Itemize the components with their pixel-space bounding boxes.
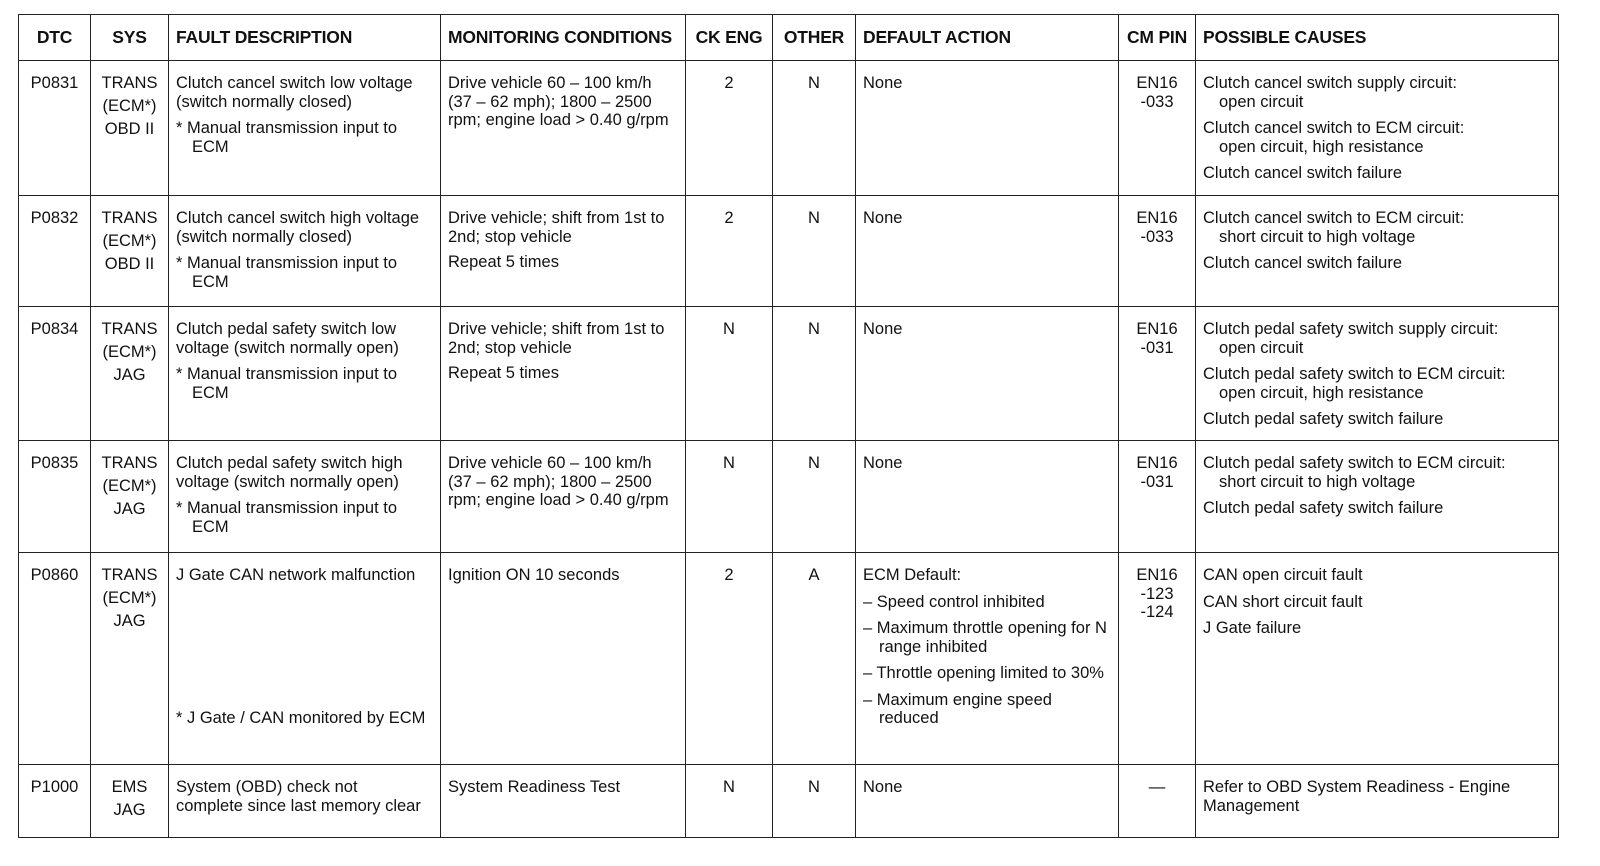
dtc-code: P0860: [19, 553, 91, 765]
ck-eng: N: [686, 307, 773, 441]
dtc-code: P1000: [19, 765, 91, 838]
default-action: [856, 553, 1119, 765]
monitoring-line: Drive vehicle 60 – 100 km/h (37 – 62 mph); 1800 – 2500 rpm; engine load > 0.40 g/rpm: [448, 74, 669, 129]
ck-eng: 2: [686, 553, 773, 765]
ck-eng: 2: [686, 61, 773, 196]
monitoring-line: Repeat 5 times: [448, 253, 559, 271]
cm-pin-line: -123: [1140, 584, 1174, 603]
sys-line: OBD II: [104, 120, 155, 138]
table-row: [19, 61, 1559, 196]
cm-pin: [1119, 196, 1196, 307]
fault-line: System (OBD) check not: [176, 778, 358, 796]
default-action: None: [856, 196, 1119, 307]
other: A: [773, 553, 856, 765]
dtc-code: P0832: [19, 196, 91, 307]
monitoring-conditions: [441, 61, 686, 196]
cause-detail: open circuit: [1219, 338, 1304, 357]
possible-causes: [1196, 441, 1559, 553]
monitoring-line: Drive vehicle; shift from 1st to 2nd; stop vehicle: [448, 320, 665, 357]
dtc-code: P0834: [19, 307, 91, 441]
cm-pin: [1119, 553, 1196, 765]
header-possible-causes: POSSIBLE CAUSES: [1196, 15, 1559, 61]
sys-cell: [91, 441, 169, 553]
possible-causes: [1196, 61, 1559, 196]
default-action: None: [856, 61, 1119, 196]
table-row: [19, 196, 1559, 307]
monitoring-line: Ignition ON 10 seconds: [448, 566, 620, 584]
cause-detail: open circuit: [1219, 92, 1304, 111]
cm-pin-line: -031: [1140, 338, 1174, 357]
sys-line: (ECM*): [102, 477, 157, 495]
cm-pin: [1119, 441, 1196, 553]
sys-line: (ECM*): [102, 97, 157, 115]
cause-line: Clutch cancel switch failure: [1203, 254, 1402, 272]
table-row: [19, 765, 1559, 838]
sys-line: TRANS: [101, 454, 158, 472]
fault-description: [169, 61, 441, 196]
sys-line: (ECM*): [102, 589, 157, 607]
fault-line: Clutch cancel switch high voltage: [176, 209, 420, 227]
cause-line: Clutch pedal safety switch to ECM circuit:: [1203, 454, 1506, 472]
ck-eng: N: [686, 765, 773, 838]
sys-line: (ECM*): [102, 232, 157, 250]
header-default-action: DEFAULT ACTION: [856, 15, 1119, 61]
possible-causes: [1196, 196, 1559, 307]
fault-line: voltage (switch normally open): [176, 338, 399, 357]
header-ck-eng: CK ENG: [686, 15, 773, 61]
cause-line: Clutch pedal safety switch failure: [1203, 499, 1444, 517]
cm-pin-line: EN16: [1136, 454, 1178, 472]
cause-line: Clutch pedal safety switch to ECM circuit:: [1203, 365, 1506, 383]
table-row: [19, 553, 1559, 765]
header-sys: SYS: [91, 15, 169, 61]
cause-line: CAN short circuit fault: [1203, 592, 1363, 611]
other: N: [773, 61, 856, 196]
fault-line: (switch normally closed): [176, 92, 353, 111]
causes-ref-text: Refer to: [1203, 778, 1267, 796]
fault-line: J Gate CAN network malfunction: [176, 566, 416, 584]
cause-line: Clutch pedal safety switch supply circuit:: [1203, 320, 1499, 338]
cause-detail: short circuit to high voltage: [1219, 227, 1416, 246]
sys-line: JAG: [113, 500, 146, 518]
dtc-code: P0835: [19, 441, 91, 553]
cm-pin-line: -124: [1140, 603, 1174, 621]
cm-pin-line: EN16: [1136, 74, 1178, 92]
other: N: [773, 441, 856, 553]
sys-cell: [91, 61, 169, 196]
default-item: – Maximum throttle opening for N range inhibited: [863, 619, 1107, 656]
cause-line: J Gate failure: [1203, 619, 1302, 637]
sys-cell: [91, 307, 169, 441]
default-action: None: [856, 765, 1119, 838]
cause-line: CAN open circuit fault: [1203, 566, 1363, 584]
monitoring-line: Repeat 5 times: [448, 364, 559, 382]
monitoring-line: System Readiness Test: [448, 778, 621, 796]
default-item: – Maximum engine speed reduced: [863, 690, 1052, 727]
possible-causes: [1196, 765, 1559, 838]
cm-pin: [1119, 61, 1196, 196]
possible-causes: [1196, 553, 1559, 765]
sys-line: JAG: [113, 612, 146, 630]
cm-pin-line: EN16: [1136, 566, 1178, 584]
cause-line: Clutch cancel switch failure: [1203, 164, 1402, 182]
cause-detail: open circuit, high resistance: [1219, 383, 1424, 402]
monitoring-conditions: [441, 196, 686, 307]
header-other: OTHER: [773, 15, 856, 61]
header-cm-pin: CM PIN: [1119, 15, 1196, 61]
fault-description: [169, 441, 441, 553]
cm-pin-line: EN16: [1136, 320, 1178, 338]
dtc-table: [18, 14, 1559, 838]
sys-line: TRANS: [101, 320, 158, 338]
fault-description: [169, 307, 441, 441]
monitoring-conditions: [441, 553, 686, 765]
fault-line: Clutch pedal safety switch low: [176, 320, 397, 338]
fault-note: * Manual transmission input to ECM: [176, 119, 398, 156]
cause-detail: short circuit to high voltage: [1219, 472, 1416, 491]
monitoring-line: Drive vehicle; shift from 1st to 2nd; stop vehicle: [448, 209, 665, 246]
header-dtc: DTC: [19, 15, 91, 61]
monitoring-conditions: [441, 765, 686, 838]
default-action: None: [856, 307, 1119, 441]
default-item: – Throttle opening limited to 30%: [863, 664, 1104, 682]
sys-line: TRANS: [101, 209, 158, 227]
fault-note: * Manual transmission input to ECM: [176, 254, 398, 291]
sys-cell: [91, 553, 169, 765]
cm-pin-line: -033: [1140, 227, 1174, 246]
cm-pin-line: -033: [1140, 92, 1174, 111]
fault-note: * J Gate / CAN monitored by ECM: [176, 708, 426, 727]
ck-eng: 2: [686, 196, 773, 307]
default-action: None: [856, 441, 1119, 553]
fault-description: [169, 765, 441, 838]
header-fault-description: FAULT DESCRIPTION: [169, 15, 441, 61]
sys-line: JAG: [113, 801, 146, 819]
sys-cell: [91, 765, 169, 838]
cause-line: Clutch cancel switch to ECM circuit:: [1203, 119, 1465, 137]
fault-note: * Manual transmission input to ECM: [176, 365, 398, 402]
header-monitoring-conditions: MONITORING CONDITIONS: [441, 15, 686, 61]
cm-pin: [1119, 307, 1196, 441]
table-row: [19, 441, 1559, 553]
default-item: – Speed control inhibited: [863, 592, 1045, 611]
cause-line: Clutch cancel switch to ECM circuit:: [1203, 209, 1465, 227]
cause-line: Clutch cancel switch supply circuit:: [1203, 74, 1458, 92]
ck-eng: N: [686, 441, 773, 553]
monitoring-conditions: [441, 307, 686, 441]
sys-cell: [91, 196, 169, 307]
other: N: [773, 196, 856, 307]
cm-pin: [1119, 765, 1196, 838]
cause-line: Clutch pedal safety switch failure: [1203, 410, 1444, 428]
sys-line: JAG: [113, 366, 146, 384]
obd-readiness-link[interactable]: OBD System Readiness - Engine Management: [1203, 778, 1511, 815]
header-row: [19, 15, 1559, 61]
fault-note: * Manual transmission input to ECM: [176, 499, 398, 536]
cm-pin-line: -031: [1140, 472, 1174, 491]
sys-line: EMS: [111, 778, 148, 796]
monitoring-line: Drive vehicle 60 – 100 km/h (37 – 62 mph); 1800 – 2500 rpm; engine load > 0.40 g/rpm: [448, 454, 669, 509]
sys-line: TRANS: [101, 566, 158, 584]
monitoring-conditions: [441, 441, 686, 553]
cause-detail: open circuit, high resistance: [1219, 137, 1424, 156]
sys-line: TRANS: [101, 74, 158, 92]
fault-line: Clutch pedal safety switch high: [176, 454, 403, 472]
cm-pin-line: EN16: [1136, 209, 1178, 227]
fault-line: voltage (switch normally open): [176, 472, 399, 491]
default-title: ECM Default:: [863, 566, 962, 584]
table-row: [19, 307, 1559, 441]
possible-causes: [1196, 307, 1559, 441]
fault-description: [169, 196, 441, 307]
other: N: [773, 307, 856, 441]
fault-description: [169, 553, 441, 765]
fault-line: Clutch cancel switch low voltage: [176, 74, 413, 92]
cm-pin-line: —: [1148, 778, 1166, 796]
sys-line: (ECM*): [102, 343, 157, 361]
dtc-code: P0831: [19, 61, 91, 196]
fault-line: (switch normally closed): [176, 227, 353, 246]
fault-line: complete since last memory clear: [176, 796, 421, 815]
other: N: [773, 765, 856, 838]
sys-line: OBD II: [104, 255, 155, 273]
